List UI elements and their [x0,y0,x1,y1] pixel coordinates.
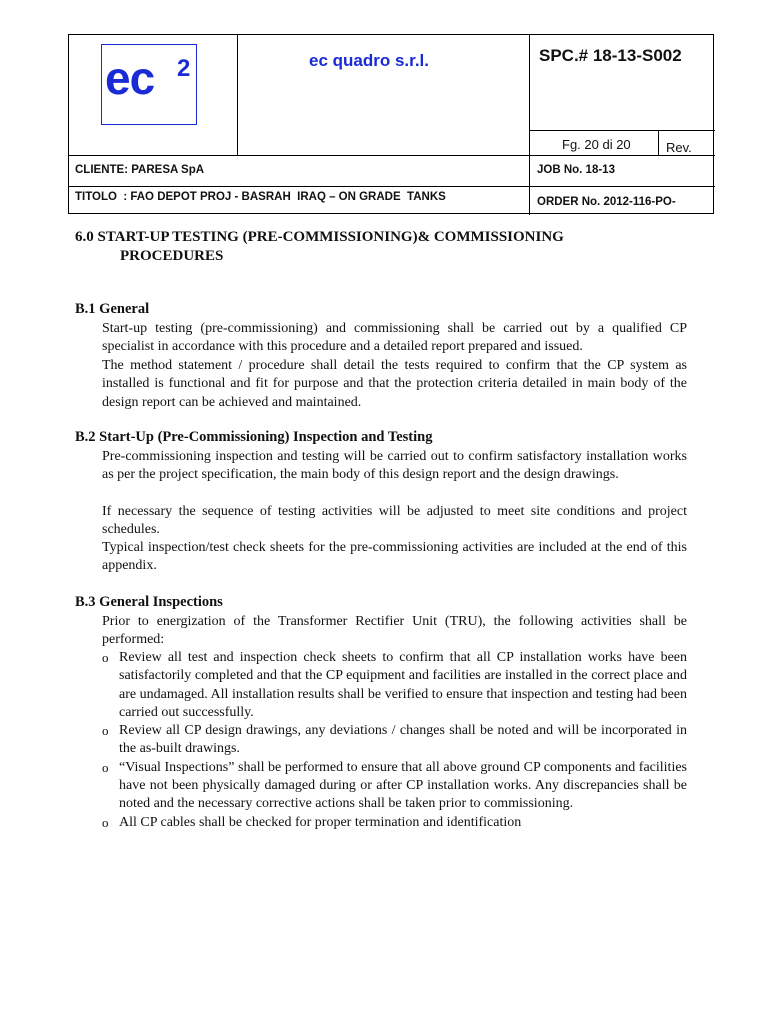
company-name: ec quadro s.r.l. [309,51,429,70]
order-number: ORDER No. 2012-116-PO- [537,196,676,208]
b1-paragraph-2: The method statement / procedure shall detail the tests required to confirm that the CP system as installed is functional and fit for purpose and that the protection criteria detailed in main body of the design report can be achieved and maintained. [102,358,687,410]
section-title-line2: PROCEDURES [120,248,224,264]
company-logo [101,44,197,125]
list-item: o Review all test and inspection check sheets to confirm that all CP installation works have been satisfactorily completed and that the CP equipment and facilities are installed in the correct place and are undamaged. All installation results shall be verified to ensure that inspection and testing had been carried out successfully. [102,650,687,720]
b3-intro: Prior to energization of the Transformer Rectifier Unit (TRU), the following activities shall be performed: [102,614,687,648]
logo-superscript: 2 [177,55,191,82]
document-title-field: TITOLO : FAO DEPOT PROJ - BASRAH IRAQ – ON GRADE TANKS [75,191,446,203]
revision-label: Rev. [666,140,692,155]
list-item: o All CP cables shall be checked for proper termination and identification [102,814,687,832]
b2-paragraph-2: If necessary the sequence of testing activities will be adjusted to meet site conditions and project schedules. [102,504,687,538]
client-field: CLIENTE: PARESA SpA [75,164,205,176]
b2-paragraph-1: Pre-commissioning inspection and testing will be carried out to confirm satisfactory installation works as per the project specification, the main body of this design report and the design drawings. [102,449,687,483]
heading-b1: B.1 General [75,301,150,317]
bullet-marker: o [102,650,109,665]
list-item: o Review all CP design drawings, any deviations / changes shall be noted and will be incorporated in the as-built drawings. [102,723,687,757]
bullet-marker: o [102,759,109,775]
b2-paragraph-3: Typical inspection/test check sheets for the pre-commissioning activities are included at the end of this appendix. [102,540,687,574]
job-number: JOB No. 18-13 [537,164,615,176]
spec-number: SPC.# 18-13-S002 [539,46,682,65]
heading-b3: B.3 General Inspections [75,594,223,610]
list-item: o “Visual Inspections” shall be performed to ensure that all above ground CP components and facilities have not been physically damaged during or after CP installation works. Any discrepancies shall be noted and the necessary corrective actions shall be taken prior to commissioning. [102,759,687,812]
b3-bullet-list [102,649,687,832]
heading-b2: B.2 Start-Up (Pre-Commissioning) Inspection and Testing [75,429,433,445]
bullet-marker: o [102,723,109,739]
bullet-marker: o [102,814,109,830]
page-indicator: Fg. 20 di 20 [562,137,631,152]
section-title [75,228,635,266]
document-header [68,34,714,214]
section-title-line1: 6.0 START-UP TESTING (PRE-COMMISSIONING)& COMMISSIONING [75,229,564,245]
b1-paragraph-1: Start-up testing (pre-commissioning) and commissioning shall be carried out by a qualified CP specialist in accordance with this procedure and a detailed report prepared and issued. [102,321,687,355]
logo-text: ec [105,52,155,104]
